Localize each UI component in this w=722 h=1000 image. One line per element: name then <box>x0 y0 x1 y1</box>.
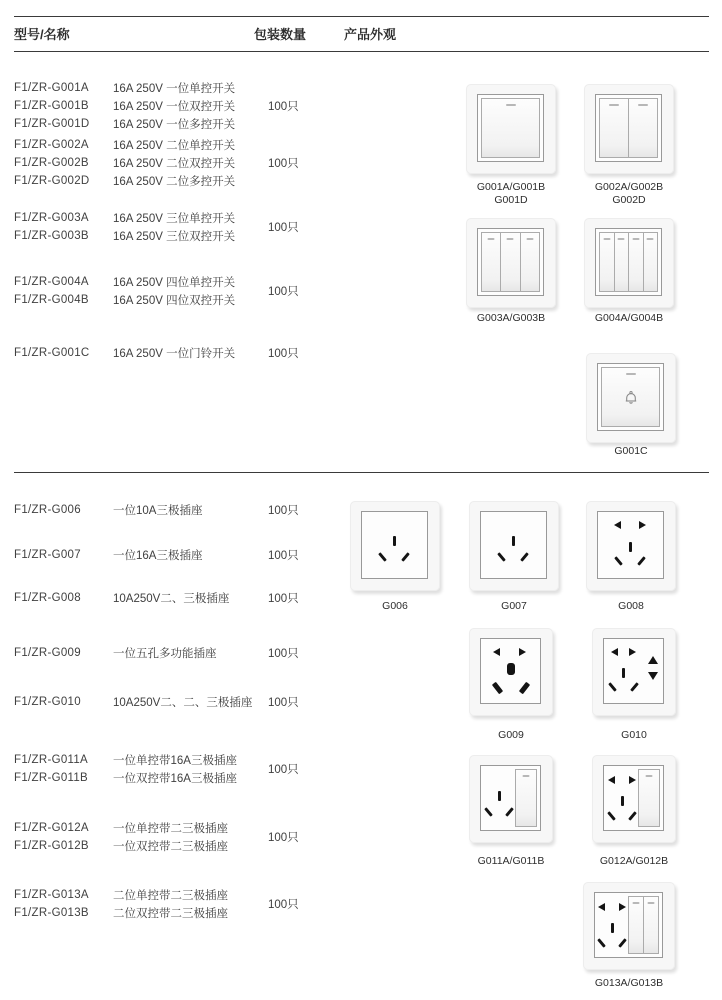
rocker-indicator <box>507 238 514 240</box>
model-code: F1/ZR-G008 <box>14 592 81 604</box>
model-desc: 16A 250V 二位双控开关 <box>113 158 236 170</box>
model-code: F1/ZR-G009 <box>14 647 81 659</box>
product-caption: G013A/G013B <box>594 977 664 989</box>
catalog-row-g002 <box>14 136 235 190</box>
socket-switch-panel <box>480 765 541 831</box>
catalog-row-g004 <box>14 273 235 309</box>
socket-switch-panel <box>594 892 663 958</box>
model-code: F1/ZR-G002D <box>14 175 90 187</box>
catalog-row-g003 <box>14 209 235 245</box>
model-desc: 一位16A三极插座 <box>113 550 203 562</box>
model-desc: 一位单控带二三极插座 <box>113 823 228 835</box>
socket-hole <box>611 648 618 656</box>
socket-panel <box>480 638 541 704</box>
catalog-row-g006 <box>14 501 202 519</box>
pack-qty: 100只 <box>268 158 299 170</box>
product-image-g003-switch-3gang <box>466 218 556 308</box>
catalog-row-g010 <box>14 693 252 711</box>
model-desc: 10A250V二、三极插座 <box>113 593 230 605</box>
pack-qty: 100只 <box>268 593 299 605</box>
socket-hole <box>619 903 626 911</box>
model-code: F1/ZR-G007 <box>14 549 81 561</box>
rocker-indicator <box>526 238 533 240</box>
product-caption: G001A/G001B G001D <box>476 181 546 206</box>
product-caption: G001C <box>614 445 648 457</box>
switch-rocker <box>520 232 540 292</box>
socket-hole <box>614 556 623 566</box>
model-desc: 10A250V二、二、三极插座 <box>113 697 253 709</box>
catalog-row-g013 <box>14 886 228 922</box>
socket-hole <box>629 648 636 656</box>
model-desc: 16A 250V 一位多控开关 <box>113 119 236 131</box>
pack-qty: 100只 <box>268 550 299 562</box>
socket-hole <box>520 552 529 562</box>
column-header-model: 型号/名称 <box>14 27 70 42</box>
socket-hole <box>614 521 621 529</box>
product-caption: G003A/G003B <box>476 312 546 324</box>
product-image-g011-socket-with-switch <box>469 755 553 843</box>
switch-rocker <box>639 769 660 827</box>
model-desc: 16A 250V 二位单控开关 <box>113 140 236 152</box>
socket-hole <box>639 521 646 529</box>
switch-rocker <box>599 98 629 158</box>
product-image-g010-socket-2-2-3pin <box>592 628 676 716</box>
model-code: F1/ZR-G002A <box>14 139 89 151</box>
rocker-indicator <box>488 238 495 240</box>
model-desc: 一位单控带16A三极插座 <box>113 755 237 767</box>
model-desc: 二位双控带二三极插座 <box>113 908 228 920</box>
pack-qty: 100只 <box>268 505 299 517</box>
pack-qty: 100只 <box>268 648 299 660</box>
pack-qty: 100只 <box>268 222 299 234</box>
pack-qty: 100只 <box>268 286 299 298</box>
socket-panel <box>361 511 428 579</box>
product-caption: G006 <box>382 600 408 612</box>
product-caption: G002A/G002B G002D <box>594 181 664 206</box>
catalog-row-g001c <box>14 344 235 362</box>
model-code: F1/ZR-G006 <box>14 504 81 516</box>
socket-area <box>598 896 629 954</box>
product-caption: G010 <box>621 729 647 741</box>
rocker-indicator <box>647 238 654 240</box>
model-desc: 16A 250V 三位双控开关 <box>113 231 236 243</box>
socket-hole <box>608 682 617 692</box>
socket-hole <box>597 938 606 948</box>
product-image-g001c-doorbell-switch <box>586 353 676 443</box>
product-image-g002-switch-2gang <box>584 84 674 174</box>
switch-rocker <box>516 769 537 827</box>
model-desc: 一位10A三极插座 <box>113 505 203 517</box>
model-desc: 16A 250V 一位单控开关 <box>113 83 236 95</box>
product-image-g008-socket-5hole <box>586 501 676 591</box>
catalog-row-g008 <box>14 589 229 607</box>
model-desc: 16A 250V 二位多控开关 <box>113 176 236 188</box>
socket-switch-panel <box>603 765 664 831</box>
socket-panel <box>597 511 664 579</box>
switch-rocker <box>481 98 540 158</box>
socket-hole <box>393 536 396 546</box>
catalog-row-g012 <box>14 819 228 855</box>
model-code: F1/ZR-G011B <box>14 772 89 784</box>
model-code: F1/ZR-G003B <box>14 230 89 242</box>
pack-qty: 100只 <box>268 764 299 776</box>
socket-panel <box>480 511 547 579</box>
model-code: F1/ZR-G001A <box>14 82 89 94</box>
socket-hole <box>598 903 605 911</box>
pack-qty: 100只 <box>268 101 299 113</box>
switch-rocker <box>629 896 644 954</box>
rocker-indicator <box>506 104 516 106</box>
rocker-indicator <box>632 238 639 240</box>
model-code: F1/ZR-G001D <box>14 118 90 130</box>
model-code: F1/ZR-G012B <box>14 840 89 852</box>
pack-qty: 100只 <box>268 899 299 911</box>
rocker-indicator <box>603 238 610 240</box>
rocker-indicator <box>609 104 619 106</box>
model-desc: 16A 250V 三位单控开关 <box>113 213 236 225</box>
switch-rocker <box>628 232 644 292</box>
socket-hole <box>608 776 615 784</box>
catalog-row-g011 <box>14 751 237 787</box>
model-code: F1/ZR-G001B <box>14 100 89 112</box>
switch-rocker <box>614 232 630 292</box>
model-desc: 16A 250V 四位双控开关 <box>113 295 236 307</box>
model-desc: 二位单控带二三极插座 <box>113 890 228 902</box>
switch-rocker <box>481 232 501 292</box>
column-header-qty: 包装数量 <box>254 27 307 42</box>
product-image-g007-socket-3pin <box>469 501 559 591</box>
column-header-appearance: 产品外观 <box>344 27 397 42</box>
socket-hole <box>607 811 616 821</box>
product-caption: G012A/G012B <box>599 855 669 867</box>
socket-hole <box>518 682 529 695</box>
product-image-g004-switch-4gang <box>584 218 674 308</box>
pack-qty: 100只 <box>268 697 299 709</box>
switch-panel <box>597 363 664 431</box>
model-code: F1/ZR-G001C <box>14 347 90 359</box>
switch-rocker <box>643 232 659 292</box>
switch-rocker <box>628 98 658 158</box>
model-code: F1/ZR-G002B <box>14 157 89 169</box>
model-code: F1/ZR-G013A <box>14 889 89 901</box>
socket-hole <box>629 776 636 784</box>
model-code: F1/ZR-G004A <box>14 276 89 288</box>
switch-panel <box>477 228 544 296</box>
product-image-g013-socket5-with-2switch <box>583 882 675 970</box>
model-code: F1/ZR-G003A <box>14 212 89 224</box>
socket-area <box>607 769 639 827</box>
model-desc: 16A 250V 一位门铃开关 <box>113 348 236 360</box>
socket-hole <box>484 807 493 817</box>
socket-hole <box>491 682 502 695</box>
product-caption: G004A/G004B <box>594 312 664 324</box>
product-image-g009-socket-multifunction <box>469 628 553 716</box>
switch-rocker <box>599 232 615 292</box>
socket-hole <box>512 536 515 546</box>
model-desc: 一位五孔多功能插座 <box>113 648 217 660</box>
socket-hole <box>497 552 506 562</box>
model-desc: 16A 250V 一位双控开关 <box>113 101 236 113</box>
socket-hole <box>648 656 658 664</box>
rocker-indicator <box>646 775 653 777</box>
socket-area <box>484 769 516 827</box>
socket-hole <box>621 796 624 806</box>
socket-hole <box>519 648 526 656</box>
rocker-indicator <box>638 104 648 106</box>
switch-rocker <box>643 896 659 954</box>
model-desc: 一位双控带16A三极插座 <box>113 773 237 785</box>
switch-rocker <box>500 232 520 292</box>
catalog-row-g007 <box>14 546 202 564</box>
socket-hole <box>637 556 646 566</box>
socket-panel <box>603 638 664 704</box>
header-top-rule <box>14 16 709 17</box>
catalog-row-g009 <box>14 644 217 662</box>
socket-hole <box>618 938 627 948</box>
product-caption: G009 <box>498 729 524 741</box>
section-divider-rule <box>14 472 709 473</box>
rocker-indicator <box>618 238 625 240</box>
bell-icon <box>621 389 641 409</box>
header-bottom-rule <box>14 51 709 52</box>
model-code: F1/ZR-G010 <box>14 696 81 708</box>
socket-hole <box>629 542 632 552</box>
model-desc: 16A 250V 四位单控开关 <box>113 277 236 289</box>
product-image-g006-socket-3pin <box>350 501 440 591</box>
socket-hole <box>505 807 514 817</box>
socket-hole <box>648 672 658 680</box>
model-code: F1/ZR-G013B <box>14 907 89 919</box>
product-caption: G011A/G011B <box>477 855 545 867</box>
switch-panel <box>477 94 544 162</box>
product-caption: G007 <box>501 600 527 612</box>
model-code: F1/ZR-G012A <box>14 822 89 834</box>
switch-panel <box>595 94 662 162</box>
rocker-indicator <box>523 775 530 777</box>
rocker-indicator <box>648 902 655 904</box>
model-code: F1/ZR-G004B <box>14 294 89 306</box>
socket-hole <box>378 552 387 562</box>
socket-hole <box>630 682 639 692</box>
model-desc: 一位双控带二三极插座 <box>113 841 228 853</box>
product-image-g001-switch-1gang <box>466 84 556 174</box>
switch-panel <box>595 228 662 296</box>
product-caption: G008 <box>618 600 644 612</box>
socket-hole <box>493 648 500 656</box>
rocker-indicator <box>626 373 636 375</box>
socket-hole <box>622 668 625 678</box>
product-image-g012-socket5-with-switch <box>592 755 676 843</box>
rocker-indicator <box>633 902 640 904</box>
socket-hole <box>628 811 637 821</box>
pack-qty: 100只 <box>268 832 299 844</box>
socket-hole <box>498 791 501 801</box>
socket-hole <box>507 663 515 675</box>
socket-hole <box>611 923 614 933</box>
catalog-row-g001 <box>14 79 235 133</box>
switch-rocker <box>601 367 660 427</box>
socket-hole <box>401 552 410 562</box>
model-code: F1/ZR-G011A <box>14 754 89 766</box>
pack-qty: 100只 <box>268 348 299 360</box>
